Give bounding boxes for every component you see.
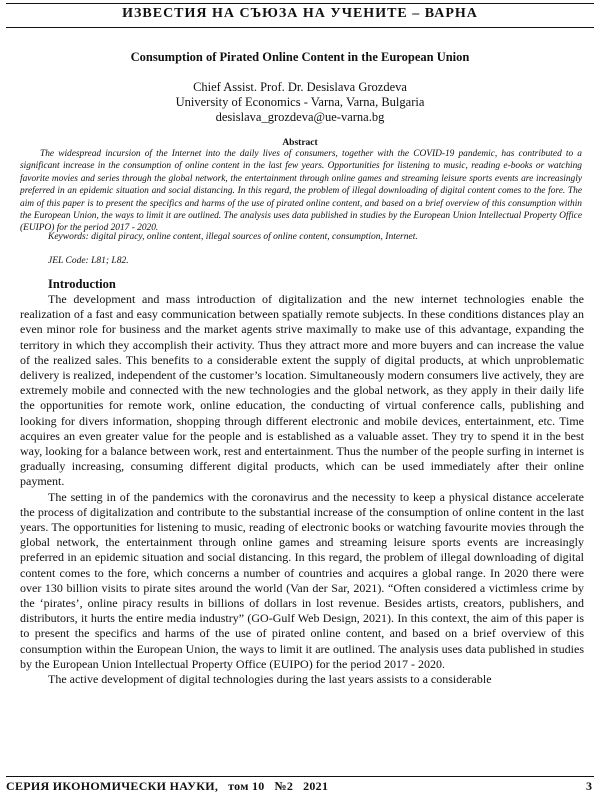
- running-head: ИЗВЕСТИЯ НА СЪЮЗА НА УЧЕНИТЕ – ВАРНА: [122, 6, 478, 21]
- paragraph: The setting in of the pandemics with the coronavirus and the necessity to keep a physical distance accelerate the process of digitalization and contribute to the substantial increase of the consumption of online content in the last years. The opportunities for listening to music, reading of electronic books or watching favourite movies through the global network, the entertainment through online games and streaming leisure sports events are increasingly preferred in an epidemic situation and social distancing. In this regard, the problem of illegal downloading of digital content comes to the fore, which concerns a number of countries and acquires a global range. In 2020 there were over 130 billion visits to pirate sites around the world (Van der Sar, 2021). “Often considered a victimless crime by the ‘pirates’, online piracy results in billions of dollars in lost revenue. Besides artists, creators, publishers, and distributors, it hurts the entire media industry” (GO-Gulf Web Design, 2021). In this context, the aim of this paper is to present the specifics and harms of the use of pirated online content, and based on a brief overview of this consumption within the European Union, the ways to limit it are outlined. The analysis uses data published in studies by the European Union Intellectual Property Office (EUIPO) for the period 2017 - 2020.: [20, 489, 584, 671]
- footer-series: СЕРИЯ ИКОНОМИЧЕСКИ НАУКИ,: [6, 779, 219, 793]
- section-heading: Introduction: [48, 277, 116, 291]
- abstract-heading: Abstract: [282, 138, 318, 148]
- abstract-text: The widespread incursion of the Internet into the daily lives of consumers, together with the COVID-19 pandemic, has contributed to a significant increase in the consumption of online content in the last few years. Opportunities for listening to music, reading e-books or watching favorite movies and series through the global network, the entertainment through online games and streaming leisure sports events are increasingly preferred in an epidemic situation and social distancing. In this regard, the problem of illegal downloading of digital content comes to the fore. The aim of this paper is to present the specifics and harms of the use of pirated online content, and based on a brief overview of this consumption within the European Union, the ways to limit it are outlined. The analysis uses data published in studies by the European Union Intellectual Property Office (EUIPO) for the period 2017 - 2020.: [20, 149, 582, 234]
- header-rule: [6, 27, 594, 28]
- footer-series-info: [6, 779, 328, 794]
- page-number: 3: [586, 779, 592, 793]
- author-affiliation: University of Economics - Varna, Varna, Bulgaria: [175, 95, 425, 109]
- author-name: Chief Assist. Prof. Dr. Desislava Grozdeva: [193, 80, 407, 94]
- body-text: [20, 292, 584, 687]
- footer-rule: [6, 776, 594, 777]
- jel-code: JEL Code: L81; L82.: [48, 256, 129, 266]
- paragraph: The development and mass introduction of digitalization and the new internet technologies enable the realization of a fast and easy communication between spatially remote subjects. In these conditions distances play an even minor role for business and the market agents strive maximally to make use of this advantage, expanding the territory in which they accomplish their activity. Thus they attract more and more buyers and can increase the value of the realized sales. This benefits to a considerable extent the supply of digital products, at which unproblematic delivery is realized, independent of the customer’s location. Simultaneously modern consumers live actively, they are extremely mobile and connected with the new technologies and the global network, as they apply in their daily life the opportunities for remote work, online education, the conducting of virtual conference calls, publishing and looking for divers information, shopping through different electronic and mobile devices, entertainment, etc. Time acquires an even greater value for the people and is established as a valuable asset. They try to spend it in the best way, looking for a balance between work, rest and entertainment. Thus the number of the people surfing in internet is gradually increasing, consuming different digital products, which can be used immediately after their online payment.: [20, 292, 584, 489]
- keywords: Keywords: digital piracy, online content, illegal sources of online content, consumption, Internet.: [48, 232, 418, 242]
- footer-volume: том 10: [228, 779, 265, 793]
- author-email: desislava_grozdeva@ue-varna.bg: [215, 110, 385, 124]
- paragraph: The active development of digital technologies during the last years assists to a considerable: [48, 672, 492, 687]
- top-rule: [6, 3, 594, 4]
- paper-title: Consumption of Pirated Online Content in the European Union: [130, 50, 470, 64]
- footer-year: 2021: [303, 779, 329, 793]
- footer-issue: №2: [274, 779, 294, 793]
